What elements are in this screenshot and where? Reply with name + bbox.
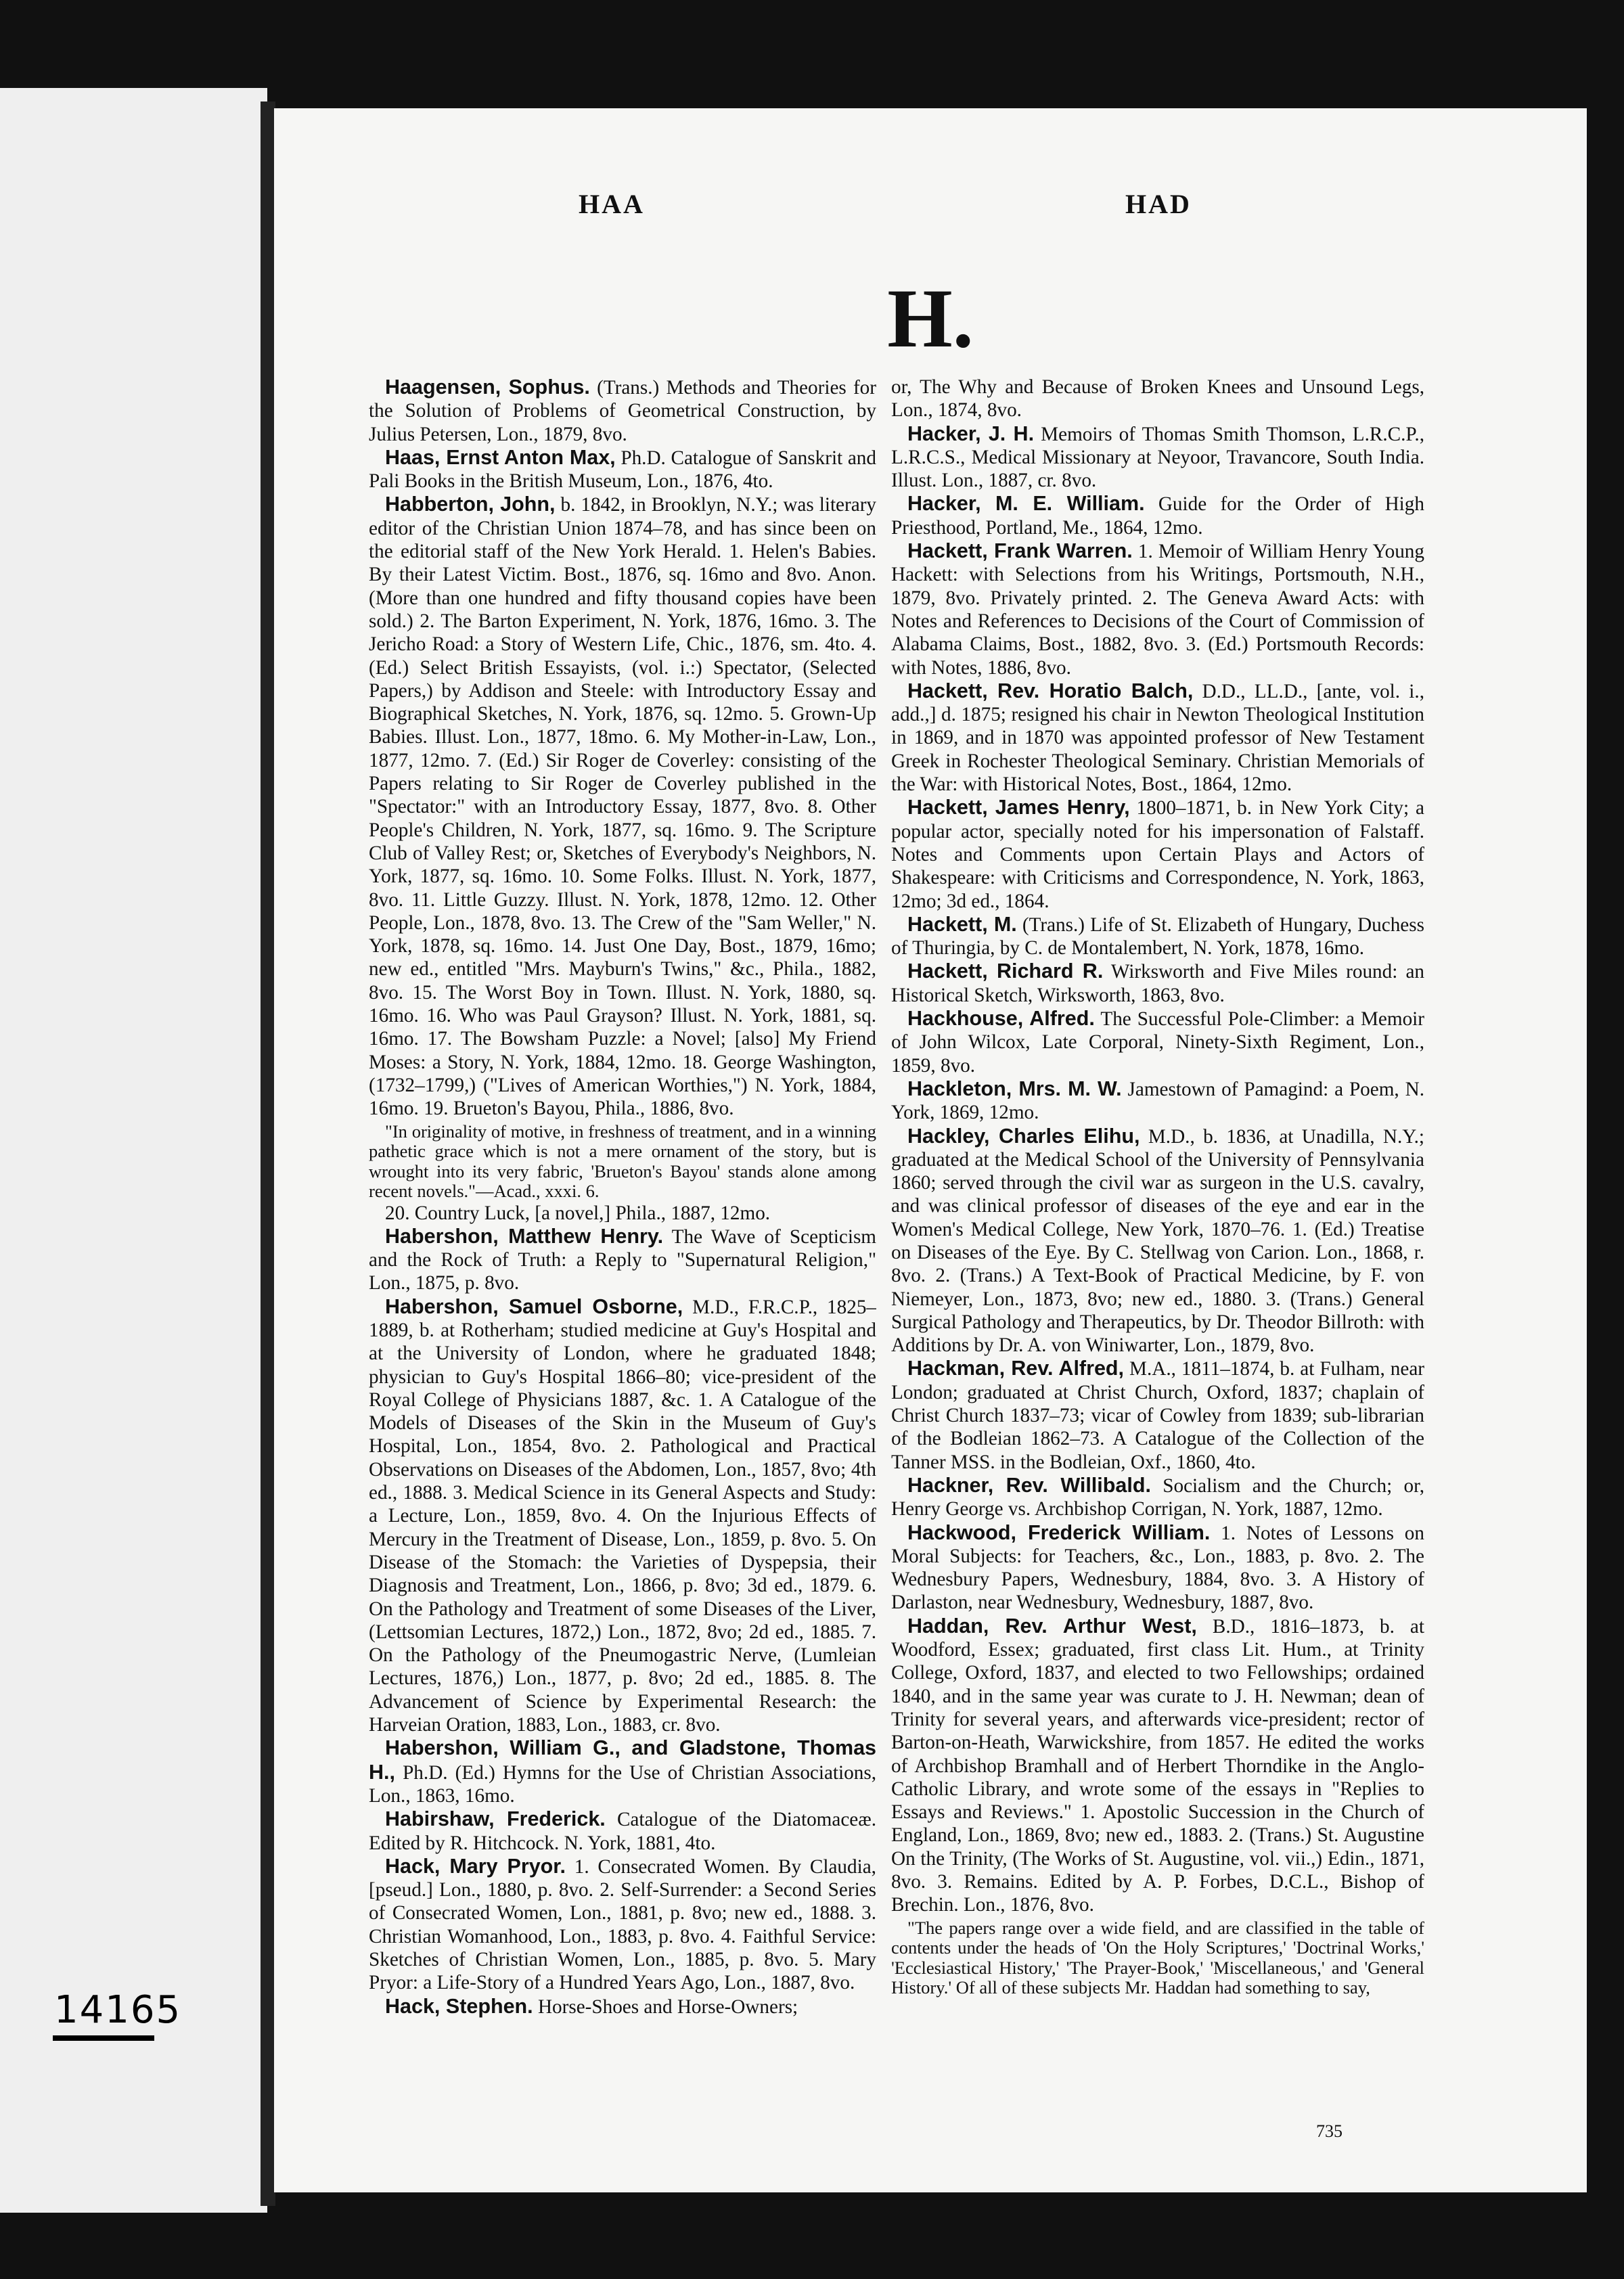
entry-review-quote: "In originality of motive, in freshness of treatment, and in a winning pathetic grace which is not a mere ornament of the story, but is wrought into its very fabric, 'Brueton's Bayou' stands alone among recent novels."—Acad., xxxi. 6. (369, 1121, 876, 1201)
entry-text: Guide for the Order of High Priesthood, Portland, Me., 1864, 12mo. (891, 493, 1424, 539)
bibliography-entry (891, 492, 1424, 539)
bibliography-entry (891, 1007, 1424, 1077)
entry-text: Memoirs of Thomas Smith Thomson, L.R.C.P., L.R.C.S., Medical Missionary at Neyoor, Travancore, South India. Illust. Lon., 1887, cr. 8vo. (891, 423, 1424, 492)
entry-headword: Haas, Ernst Anton Max, (385, 445, 616, 469)
bibliography-entry (891, 796, 1424, 912)
entry-headword: Hackett, M. (907, 912, 1017, 936)
entry-headword: Hackley, Charles Elihu, (907, 1124, 1140, 1148)
entry-review-quote: "The papers range over a wide field, and are classified in the table of contents under the heads of 'On the Holy Scriptures,' 'Doctrinal Works,' 'Ecclesiastical History,' 'The Prayer-Book,' 'Miscellaneous,' and 'General History.' Of all of these subjects Mr. Haddan had something to say, (891, 1917, 1424, 1998)
entry-text: Ph.D. Catalogue of Sanskrit and Pali Books in the British Museum, Lon., 1876, 4to. (369, 447, 876, 493)
entry-headword: Hack, Mary Pryor. (385, 1854, 566, 1878)
entry-text: 1. Notes of Lessons on Moral Subjects: for Teachers, &c., Lon., 1883, p. 8vo. 2. The Wednesbury Papers, Wednesbury, 1884, 8vo. 3. A History of Darlaston, near Wednesbury, Wednesbury, 1887, 8vo. (891, 1522, 1424, 1614)
entry-text: (Trans.) Life of St. Elizabeth of Hungary, Duchess of Thuringia, by C. de Montalembert, N. York, 1878, 16mo. (891, 913, 1424, 960)
column-left (369, 376, 876, 2094)
bibliography-entry (369, 493, 876, 1120)
bibliography-entry (891, 1357, 1424, 1473)
entry-text: Socialism and the Church; or, Henry George vs. Archbishop Corrigan, N. York, 1887, 12mo. (891, 1474, 1424, 1520)
entry-text: 1800–1871, b. in New York City; a popular actor, specially noted for his impersonation of Falstaff. Notes and Comments upon Certain Plays and Actors of Shakespeare: with Criticisms and Correspondence, N. York, 1863, 12mo; 3d ed., 1864. (891, 797, 1424, 912)
entry-text: M.D., F.R.C.P., 1825–1889, b. at Rotherham; studied medicine at Guy's Hospital and at the University of London, where he graduated 1848; physician to Guy's Hospital 1866–80; vice-president of the Royal College of Physicians 1887, &c. 1. A Catalogue of the Models of Diseases of the Skin in the Museum of Guy's Hospital, Lon., 1854, 8vo. 2. Pathological and Practical Observations on Diseases of the Abdomen, Lon., 1857, 8vo; 4th ed., 1888. 3. Medical Science in its General Aspects and Study: a Lecture, Lon., 1859, 8vo. 4. On the Injurious Effects of Mercury in the Treatment of Disease, Lon., 1859, p. 8vo. 5. On Disease of the Stomach: the Varieties of Dyspepsia, their Diagnosis and Treatment, Lon., 1866, p. 8vo; 3d ed., 1879. 6. On the Pathology and Treatment of some Diseases of the Liver, (Lettsomian Lectures, 1872,) Lon., 1872, 8vo; 2d ed., 1885. 7. On the Pathology of the Pneumogastric Nerve, (Lumleian Lectures, 1876,) Lon., 1877, p. 8vo; 2d ed., 1885. 8. The Advancement of Science by Experimental Research: the Harveian Oration, 1883, Lon., 1883, cr. 8vo. (369, 1296, 876, 1736)
column-right (891, 376, 1424, 2094)
entry-headword: Hackett, Rev. Horatio Balch, (907, 679, 1194, 702)
entry-text: 1. Consecrated Women. By Claudia, [pseud.] Lon., 1880, p. 8vo. 2. Self-Surrender: a Second Series of Consecrated Women, Lon., 1881, p. 8vo; new ed., 1888. 3. Christian Womanhood, Lon., 1883, p. 8vo. 4. Faithful Service: Sketches of Christian Women, Lon., 1885, p. 8vo. 5. Mary Pryor: a Life-Story of a Hundred Years Ago, Lon., 1887, 8vo. (369, 1855, 876, 1994)
book-spine (261, 101, 275, 2206)
entry-text: The Successful Pole-Climber: a Memoir of John Wilcox, Late Corporal, Ninety-Sixth Regiment, Lon., 1859, 8vo. (891, 1008, 1424, 1077)
entry-headword: Hacker, J. H. (907, 422, 1035, 445)
entry-text: B.D., 1816–1873, b. at Woodford, Essex; graduated, first class Lit. Hum., at Trinity College, Oxford, 1837, and elected to two Fellowships; ordained 1840, and in the same year was curate to J. H. Newman; dean of Trinity for several years, and afterwards vice-president; rector of Barton-on-Heath, Warwickshire, from 1857. He edited the works of Archbishop Bramhall and of Herbert Thorndike in the Anglo-Catholic Library, and wrote some of the essays in "Replies to Essays and Reviews." 1. Apostolic Succession in the Church of England, Lon., 1869, 8vo; new ed., 1883. 2. (Trans.) St. Augustine On the Trinity, (The Works of St. Augustine, vol. vii.,) Edin., 1871, 8vo. 3. Remains. Edited by A. P. Forbes, D.C.L., Bishop of Brechin. Lon., 1876, 8vo. (891, 1615, 1424, 1916)
entry-text: The Wave of Scepticism and the Rock of Truth: a Reply to "Supernatural Religion," Lon., 1875, p. 8vo. (369, 1225, 876, 1294)
entry-headword: Habershon, Matthew Henry. (385, 1224, 664, 1248)
running-head-right: HAD (1125, 189, 1192, 219)
bibliography-entry (891, 1521, 1424, 1615)
entry-headword: Hacker, M. E. William. (907, 492, 1145, 516)
section-letter: H. (887, 272, 974, 365)
entry-headword: Hack, Stephen. (385, 1994, 533, 2018)
entry-headword: Habershon, Samuel Osborne, (385, 1294, 683, 1318)
entry-headword: Hackhouse, Alfred. (907, 1007, 1095, 1031)
entry-headword: Haagensen, Sophus. (385, 376, 590, 399)
bibliography-entry (369, 1295, 876, 1737)
bibliography-entry (891, 679, 1424, 796)
entry-continuation: 20. Country Luck, [a novel,] Phila., 1887, 12mo. (385, 1202, 771, 1224)
bibliography-entry (891, 422, 1424, 493)
bibliography-entry (369, 1855, 876, 1995)
bibliography-entry (369, 1736, 876, 1807)
entry-headword: Habberton, John, (385, 493, 556, 516)
entry-headword: Hackett, Frank Warren. (907, 539, 1133, 563)
bibliography-entry (891, 1077, 1424, 1125)
entry-text: Catalogue of the Diatomaceæ. Edited by R. Hitchcock. N. York, 1881, 4to. (369, 1809, 876, 1854)
entry-headword: Hackner, Rev. Willibald. (907, 1473, 1151, 1497)
entry-headword: Hackett, Richard R. (907, 960, 1104, 983)
entry-text: (Trans.) Methods and Theories for the Solution of Problems of Geometrical Construction, by Julius Petersen, Lon., 1879, 8vo. (369, 377, 876, 445)
bibliography-entry (369, 1995, 876, 2018)
entry-text: Horse-Shoes and Horse-Owners; (533, 1995, 798, 2018)
entry-text: M.D., b. 1836, at Unadilla, N.Y.; graduated at the Medical School of the University of Pennsylvania 1860; served through the civil war as surgeon in the U.S. cavalry, and was clinical professor of diseases of the eye and ear in the Women's Medical College, New York, 1870–76. 1. (Ed.) Treatise on Diseases of the Eye. By C. Stellwag von Carion. Lon., 1868, r. 8vo. 2. (Trans.) A Text-Book of Practical Medicine, by F. von Niemeyer, Lon., 1873, 8vo; new ed., 1880. 3. (Trans.) General Surgical Pathology and Therapeutics, by Dr. Theodor Billroth: with Additions by Dr. A. von Winiwarter, Lon., 1879, 8vo. (891, 1125, 1424, 1357)
page-number: 735 (1316, 2121, 1343, 2141)
entry-text: D.D., LL.D., [ante, vol. i., add.,] d. 1875; resigned his chair in Newton Theological Institution in 1869, and in 1870 was appointed professor of New Testament Greek in Rochester Theological Seminary. Christian Memorials of the War: with Historical Notes, Bost., 1864, 12mo. (891, 680, 1424, 796)
facing-page-edge (0, 88, 267, 2213)
ink-underline (53, 2035, 154, 2041)
entry-text: Ph.D. (Ed.) Hymns for the Use of Christian Associations, Lon., 1863, 16mo. (369, 1761, 876, 1807)
book-page (274, 108, 1587, 2192)
bibliography-entry (369, 1225, 876, 1295)
entry-text: Wirksworth and Five Miles round: an Historical Sketch, Wirksworth, 1863, 8vo. (891, 961, 1424, 1006)
running-head-left: HAA (579, 189, 645, 219)
entry-headword: Hackwood, Frederick William. (907, 1520, 1211, 1544)
handwritten-accession-number: 14165 (54, 1988, 182, 2032)
entry-text: 1. Memoir of William Henry Young Hackett: with Selections from his Writings, Portsmouth, N.H., 1879, 8vo. Privately printed. 2. The Geneva Award Acts: with Notes and References to Decisions of the Court of Commission of Alabama Claims, Bost., 1882, 8vo. 3. (Ed.) Portsmouth Records: with Notes, 1886, 8vo. (891, 541, 1424, 679)
entry-headword: Habirshaw, Frederick. (385, 1807, 606, 1831)
entry-text: Jamestown of Pamagind: a Poem, N. York, 1869, 12mo. (891, 1078, 1424, 1124)
bibliography-entry (891, 1615, 1424, 1917)
bibliography-entry (891, 1125, 1424, 1357)
entry-headword: Hackett, James Henry, (907, 796, 1130, 819)
bibliography-entry (369, 376, 876, 446)
entry-text: b. 1842, in Brooklyn, N.Y.; was literary editor of the Christian Union 1874–78, and has since been on the editorial staff of the New York Herald. 1. Helen's Babies. By their Latest Victim. Bost., 1876, sq. 16mo and 8vo. Anon. (More than one hundred and fifty thousand copies have been sold.) 2. The Barton Experiment, N. York, 1876, 16mo. 3. The Jericho Road: a Story of Western Life, Chic., 1876, sm. 4to. 4. (Ed.) Select British Essayists, (vol. i.:) Spectator, (Selected Papers,) by Addison and Steele: with Introductory Essay and Biographical Sketches, N. York, 1876, sq. 12mo. 5. Grown-Up Babies. Illust. Lon., 1877, 18mo. 6. My Mother-in-Law, Lon., 1877, 12mo. 7. (Ed.) Sir Roger de Coverley: consisting of the Papers relating to Sir Roger de Coverley published in the "Spectator:" with an Introductory Essay, 1877, 8vo. 8. Other People's Children, N. York, 1877, sq. 16mo. 9. The Scripture Club of Valley Rest; or, Sketches of Everybody's Neighbors, N. York, 1877, sq. 16mo. 10. Some Folks. Illust. N. York, 1877, 8vo. 11. Little Guzzy. Illust. N. York, 1878, 12mo. 12. Other People, Lon., 1878, 8vo. 13. The Crew of the "Sam Weller," N. York, 1878, sq. 16mo. 14. Just One Day, Bost., 1879, 16mo; new ed., entitled "Mrs. Mayburn's Twins," &c., Phila., 1882, 8vo. 15. The Worst Boy in Town. Illust. N. York, 1880, sq. 16mo. 16. Who was Paul Grayson? Illust. N. York, 1881, sq. 16mo. 17. The Bowsham Puzzle: a Novel; [also] My Friend Moses: a Story, N. York, 1884, 12mo. 18. George Washington, (1732–1799,) ("Lives of American Worthies,") N. York, 1884, 16mo. 19. Brueton's Bayou, Phila., 1886, 8vo. (369, 494, 876, 1120)
bibliography-entry (369, 446, 876, 493)
bibliography-entry (369, 1807, 876, 1855)
bibliography-entry (891, 960, 1424, 1007)
entry-text: M.A., 1811–1874, b. at Fulham, near London; graduated at Christ Church, Oxford, 1837; chaplain of Christ Church 1837–73; vicar of Cowley from 1839; sub-librarian of the Bodleian 1862–73. A Catalogue of the Collection of the Tanner MSS. in the Bodleian, Oxf., 1860, 4to. (891, 1358, 1424, 1473)
entry-text: or, The Why and Because of Broken Knees and Unsound Legs, Lon., 1874, 8vo. (891, 376, 1424, 422)
bibliography-entry (891, 913, 1424, 960)
bibliography-entry (891, 1474, 1424, 1521)
entry-headword: Habershon, William G., and Gladstone, Thomas H., (369, 1736, 876, 1784)
entry-headword: Haddan, Rev. Arthur West, (907, 1614, 1197, 1638)
bibliography-entry (891, 539, 1424, 679)
bibliography-entry (891, 376, 1424, 422)
entry-headword: Hackman, Rev. Alfred, (907, 1357, 1125, 1380)
entry-headword: Hackleton, Mrs. M. W. (907, 1077, 1122, 1100)
